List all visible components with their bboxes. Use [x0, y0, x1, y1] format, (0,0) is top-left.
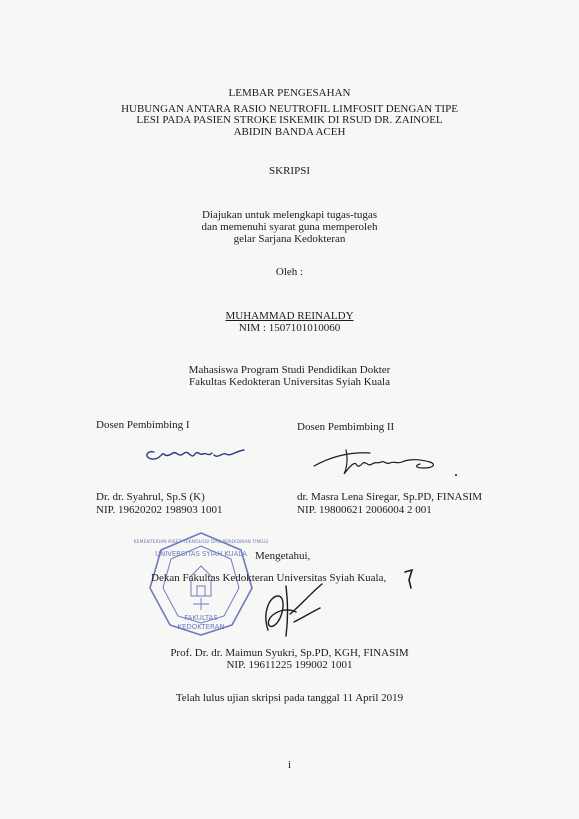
- affiliation-line-1: Mahasiswa Program Studi Pendidikan Dokter: [188, 364, 391, 376]
- passed-statement: Telah lulus ujian skripsi pada tanggal 11 April 2019: [175, 692, 404, 704]
- page-number: i: [287, 759, 292, 771]
- purpose-line-3: gelar Sarjana Kedokteran: [233, 233, 346, 245]
- dean-mark-icon: [402, 568, 418, 592]
- stamp-text-ministry: KEMENTERIAN RISET TEKNOLOGI DAN PENDIDIKAN TINGGI: [133, 540, 269, 545]
- student-name: MUHAMMAD REINALDY: [225, 310, 354, 322]
- supervisor2-name: dr. Masra Lena Siregar, Sp.PD, FINASIM: [297, 491, 483, 503]
- affiliation-line-2: Fakultas Kedokteran Universitas Syiah Kuala: [188, 376, 390, 388]
- supervisor2-nip: NIP. 19800621 2006004 2 001: [297, 504, 432, 516]
- acknowledged-label: Mengetahui,: [255, 550, 311, 562]
- supervisor1-role: Dosen Pembimbing I: [96, 419, 190, 431]
- title-line-2: LESI PADA PASIEN STROKE ISKEMIK DI RSUD DR. ZAINOEL: [136, 114, 443, 126]
- page-heading: LEMBAR PENGESAHAN: [228, 87, 351, 99]
- by-label: Oleh :: [275, 266, 304, 278]
- purpose-line-2: dan memenuhi syarat guna memperoleh: [201, 221, 378, 233]
- stamp-text-faculty: FAKULTAS: [184, 614, 218, 622]
- supervisor1-name: Dr. dr. Syahrul, Sp.S (K): [96, 491, 205, 503]
- supervisor1-nip: NIP. 19620202 198903 1001: [96, 504, 223, 516]
- student-nim: NIM : 1507101010060: [238, 322, 341, 334]
- dean-nip: NIP. 19611225 199002 1001: [226, 659, 353, 671]
- document-type: SKRIPSI: [269, 165, 310, 177]
- supervisor1-signature: [140, 438, 250, 468]
- stamp-text-university: UNIVERSITAS SYIAH KUALA: [155, 550, 247, 558]
- title-line-3: ABIDIN BANDA ACEH: [233, 126, 346, 138]
- stamp-text-medicine: KEDOKTERAN: [177, 623, 225, 631]
- dean-signature: [240, 572, 340, 644]
- purpose-line-1: Diajukan untuk melengkapi tugas-tugas: [201, 209, 378, 221]
- title-line-1: HUBUNGAN ANTARA RASIO NEUTROFIL LIMFOSIT DENGAN TIPE: [121, 103, 458, 115]
- supervisor2-signature: [306, 444, 461, 480]
- dean-role: Dekan Fakultas Kedokteran Universitas Syiah Kuala,: [151, 572, 387, 584]
- supervisor2-role: Dosen Pembimbing II: [297, 421, 395, 433]
- dean-name: Prof. Dr. dr. Maimun Syukri, Sp.PD, KGH, FINASIM: [170, 647, 409, 659]
